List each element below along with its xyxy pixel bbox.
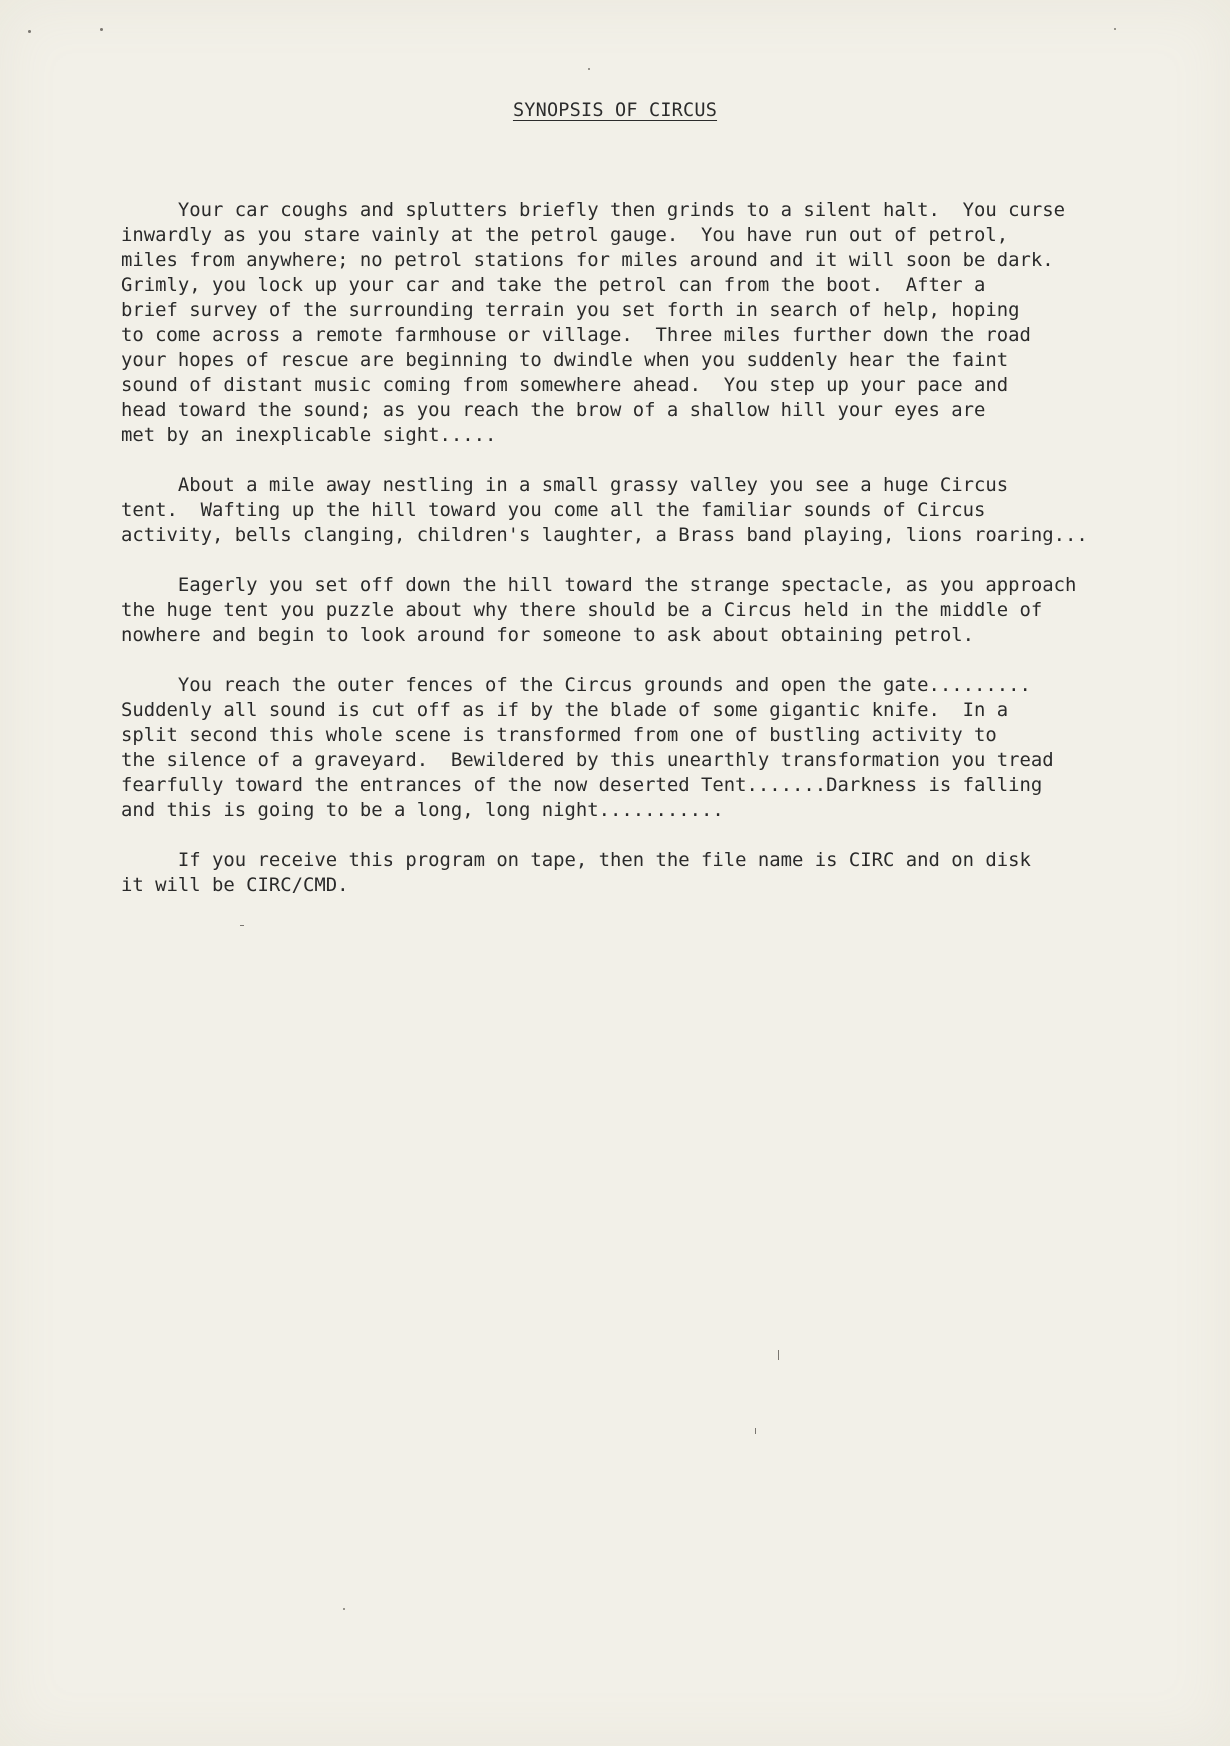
paper-speck (100, 28, 103, 31)
paragraph-line: Your car coughs and splutters briefly then grinds to a silent halt. You curse (121, 199, 1065, 221)
paragraph-line: Eagerly you set off down the hill toward the strange spectacle, as you approach (121, 574, 1077, 596)
paragraph-line: About a mile away nestling in a small grassy valley you see a huge Circus (121, 474, 1009, 496)
paper-speck (240, 925, 244, 926)
paragraph-line: Grimly, you lock up your car and take the petrol can from the boot. After a (121, 274, 986, 296)
paragraph-line: You reach the outer fences of the Circus grounds and open the gate......... (121, 674, 1031, 696)
paper-speck (28, 30, 31, 33)
paragraph-line: tent. Wafting up the hill toward you come all the familiar sounds of Circus (121, 499, 986, 521)
paragraph-line: your hopes of rescue are beginning to dwindle when you suddenly hear the faint (121, 349, 1009, 371)
paper-speck (778, 1350, 779, 1360)
paragraph-3 (121, 573, 1201, 648)
paper-speck (588, 68, 590, 70)
paragraph-4 (121, 673, 1201, 823)
paragraph-line: activity, bells clanging, children's laughter, a Brass band playing, lions roaring... (121, 524, 1088, 546)
paragraph-gap (121, 548, 1201, 573)
paragraph-line: If you receive this program on tape, then the file name is CIRC and on disk (121, 849, 1031, 871)
paragraph-line: Suddenly all sound is cut off as if by the blade of some gigantic knife. In a (121, 699, 1009, 721)
paragraph-5 (121, 848, 1201, 898)
paragraph-line: inwardly as you stare vainly at the petrol gauge. You have run out of petrol, (121, 224, 1009, 246)
paper-speck (1114, 28, 1116, 30)
paragraph-gap (121, 448, 1201, 473)
paragraph-line: miles from anywhere; no petrol stations for miles around and it will soon be dark. (121, 249, 1054, 271)
paragraph-line: met by an inexplicable sight..... (121, 424, 497, 446)
paragraph-line: fearfully toward the entrances of the now deserted Tent.......Darkness is falling (121, 774, 1043, 796)
synopsis-body (121, 198, 1201, 898)
paragraph-line: sound of distant music coming from somewhere ahead. You step up your pace and (121, 374, 1009, 396)
paragraph-2 (121, 473, 1201, 548)
document-title-text: SYNOPSIS OF CIRCUS (512, 100, 718, 121)
paragraph-line: split second this whole scene is transformed from one of bustling activity to (121, 724, 997, 746)
paragraph-line: nowhere and begin to look around for someone to ask about obtaining petrol. (121, 624, 974, 646)
paragraph-1 (121, 198, 1201, 448)
paragraph-line: brief survey of the surrounding terrain you set forth in search of help, hoping (121, 299, 1020, 321)
paragraph-line: the silence of a graveyard. Bewildered by this unearthly transformation you tread (121, 749, 1054, 771)
paragraph-line: to come across a remote farmhouse or village. Three miles further down the road (121, 324, 1031, 346)
paragraph-line: the huge tent you puzzle about why there should be a Circus held in the middle of (121, 599, 1043, 621)
paragraph-line: head toward the sound; as you reach the brow of a shallow hill your eyes are (121, 399, 986, 421)
paragraph-gap (121, 648, 1201, 673)
paper-speck (343, 1608, 345, 1610)
document-title (0, 100, 1230, 121)
paragraph-line: and this is going to be a long, long night........... (121, 799, 724, 821)
paragraph-line: it will be CIRC/CMD. (121, 874, 349, 896)
paragraph-gap (121, 823, 1201, 848)
paper-speck (755, 1428, 756, 1434)
